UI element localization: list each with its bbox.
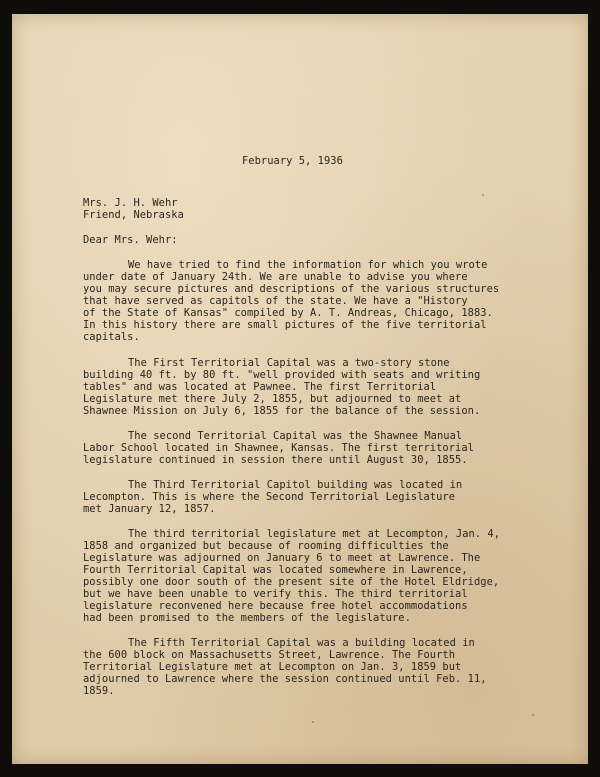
recipient-place: Friend, Nebraska (83, 209, 184, 221)
paper-speck (532, 714, 534, 716)
paragraph-line: capitals. (83, 331, 140, 343)
paragraph-line: The Fifth Territorial Capital was a building located in (128, 637, 475, 649)
paragraph-line: In this history there are small pictures of the five territorial (83, 319, 487, 331)
paragraph-line: Labor School located in Shawnee, Kansas. The first territorial (83, 442, 474, 454)
paragraph-line: building 40 ft. by 80 ft. "well provided with seats and writing (83, 369, 481, 381)
paragraph-line: Territorial Legislature met at Lecompton on Jan. 3, 1859 but (83, 661, 462, 673)
paragraph-line: legislature continued in session there until August 30, 1855. (83, 454, 468, 466)
paragraph-line: legislature reconvened here because free hotel accommodations (83, 600, 468, 612)
paragraph-line: The third territorial legislature met at Lecompton, Jan. 4, (128, 528, 501, 540)
paragraph-line: but we have been unable to verify this. The third territorial (83, 588, 468, 600)
paragraph-line: the 600 block on Massachusetts Street, Lawrence. The Fourth (83, 649, 456, 661)
paragraph-line: of the State of Kansas" compiled by A. T. Andreas, Chicago, 1883. (83, 307, 493, 319)
paragraph-line: possibly one door south of the present site of the Hotel Eldridge, (83, 576, 500, 588)
paragraph-line: met January 12, 1857. (83, 503, 216, 515)
paper-speck (312, 721, 314, 723)
paragraph-line: Shawnee Mission on July 6, 1855 for the balance of the session. (83, 405, 481, 417)
paragraph-line: Legislature was adjourned on January 6 to meet at Lawrence. The (83, 552, 481, 564)
paragraph-line: adjourned to Lawrence where the session continued until Feb. 11, (83, 673, 487, 685)
letter-date: February 5, 1936 (242, 155, 343, 167)
paragraph-line: under date of January 24th. We are unable to advise you where (83, 271, 468, 283)
paragraph-line: tables" and was located at Pawnee. The first Territorial (83, 381, 437, 393)
paragraph-line: you may secure pictures and descriptions of the various structures (83, 283, 500, 295)
paragraph-line: 1858 and organized but because of rooming difficulties the (83, 540, 449, 552)
salutation: Dear Mrs. Wehr: (83, 234, 178, 246)
paragraph-line: Lecompton. This is where the Second Territorial Legislature (83, 491, 456, 503)
paragraph-line: The Third Territorial Capitol building was located in (128, 479, 463, 491)
recipient-name: Mrs. J. H. Wehr (83, 197, 178, 209)
paragraph-line: The First Territorial Capital was a two-story stone (128, 357, 450, 369)
paragraph-line: 1859. (83, 685, 115, 697)
paragraph-line: The second Territorial Capital was the Shawnee Manual (128, 430, 463, 442)
paragraph-line: Legislature met there July 2, 1855, but adjourned to meet at (83, 393, 462, 405)
paragraph-line: Fourth Territorial Capital was located somewhere in Lawrence, (83, 564, 468, 576)
letter-page (12, 14, 588, 764)
paragraph-line: that have served as capitols of the state. We have a "History (83, 295, 468, 307)
paragraph-line: We have tried to find the information for which you wrote (128, 259, 488, 271)
paper-speck (482, 194, 484, 196)
paragraph-line: had been promised to the members of the legislature. (83, 612, 411, 624)
